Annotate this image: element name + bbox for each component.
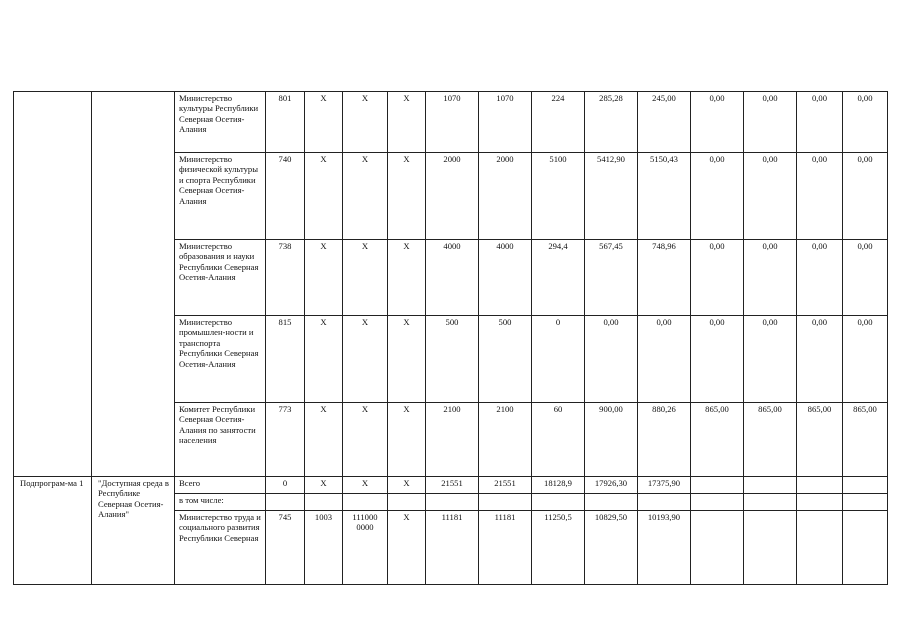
- value-cell: 0,00: [843, 316, 888, 403]
- value-cell: 1070: [479, 92, 532, 153]
- empty-cell: [744, 494, 797, 511]
- value-cell: X: [305, 92, 343, 153]
- value-cell: X: [305, 153, 343, 240]
- value-cell: [691, 511, 744, 585]
- table-row: [14, 477, 888, 494]
- value-cell: 11181: [426, 511, 479, 585]
- value-cell: 2100: [479, 403, 532, 477]
- including-label: в том числе:: [175, 494, 266, 511]
- value-cell: X: [388, 403, 426, 477]
- value-cell: 0,00: [797, 153, 843, 240]
- value-cell: 224: [532, 92, 585, 153]
- empty-cell: [388, 494, 426, 511]
- org-cell: Министерство труда и социального развития Республики Северная: [175, 511, 266, 585]
- value-cell: X: [388, 240, 426, 316]
- value-cell: 18128,9: [532, 477, 585, 494]
- value-cell: 0: [266, 477, 305, 494]
- org-cell: Министерство культуры Республики Северная Осетия-Алания: [175, 92, 266, 153]
- value-cell: 17375,90: [638, 477, 691, 494]
- empty-cell: [479, 494, 532, 511]
- value-cell: 0,00: [691, 240, 744, 316]
- empty-cell: [532, 494, 585, 511]
- budget-table: [13, 91, 888, 585]
- value-cell: 0,00: [797, 316, 843, 403]
- value-cell: 567,45: [585, 240, 638, 316]
- value-cell: 801: [266, 92, 305, 153]
- value-cell: 748,96: [638, 240, 691, 316]
- table-body: [14, 92, 888, 585]
- value-cell: 0: [532, 316, 585, 403]
- value-cell: 865,00: [797, 403, 843, 477]
- value-cell: 865,00: [843, 403, 888, 477]
- value-cell: 2000: [426, 153, 479, 240]
- value-cell: [744, 477, 797, 494]
- value-cell: [691, 477, 744, 494]
- value-cell: X: [388, 92, 426, 153]
- value-cell: 0,00: [744, 316, 797, 403]
- value-cell: X: [343, 477, 388, 494]
- value-cell: 0,00: [691, 92, 744, 153]
- value-cell: 815: [266, 316, 305, 403]
- value-cell: 865,00: [744, 403, 797, 477]
- subprogram-name: "Доступная среда в Республике Северная Осетия-Алания": [92, 477, 175, 585]
- value-cell: X: [388, 153, 426, 240]
- value-cell: [797, 511, 843, 585]
- total-label: Всего: [175, 477, 266, 494]
- value-cell: 4000: [479, 240, 532, 316]
- value-cell: 738: [266, 240, 305, 316]
- value-cell: 0,00: [843, 240, 888, 316]
- value-cell: X: [305, 477, 343, 494]
- value-cell: 0,00: [744, 92, 797, 153]
- value-cell: 865,00: [691, 403, 744, 477]
- value-cell: X: [388, 477, 426, 494]
- value-cell: 17926,30: [585, 477, 638, 494]
- value-cell: 0,00: [744, 240, 797, 316]
- value-cell: 740: [266, 153, 305, 240]
- value-cell: 0,00: [638, 316, 691, 403]
- empty-cell: [426, 494, 479, 511]
- value-cell: 2000: [479, 153, 532, 240]
- value-cell: 745: [266, 511, 305, 585]
- empty-cell: [585, 494, 638, 511]
- value-cell: X: [388, 511, 426, 585]
- value-cell: 21551: [479, 477, 532, 494]
- value-cell: 0,00: [744, 153, 797, 240]
- value-cell: 773: [266, 403, 305, 477]
- value-cell: X: [343, 403, 388, 477]
- empty-cell: [843, 494, 888, 511]
- value-cell: 0,00: [843, 92, 888, 153]
- value-cell: 0,00: [691, 153, 744, 240]
- value-cell: 294,4: [532, 240, 585, 316]
- value-cell: 10193,90: [638, 511, 691, 585]
- value-cell: X: [343, 316, 388, 403]
- value-cell: X: [343, 153, 388, 240]
- value-cell: 2100: [426, 403, 479, 477]
- empty-cell: [14, 92, 92, 477]
- subprogram-label: Подпрограм-ма 1: [14, 477, 92, 585]
- value-cell: [843, 477, 888, 494]
- value-cell: 0,00: [843, 153, 888, 240]
- value-cell: 10829,50: [585, 511, 638, 585]
- value-cell: [744, 511, 797, 585]
- value-cell: 900,00: [585, 403, 638, 477]
- value-cell: X: [388, 316, 426, 403]
- value-cell: 285,28: [585, 92, 638, 153]
- value-cell: X: [305, 316, 343, 403]
- value-cell: 880,26: [638, 403, 691, 477]
- value-cell: [797, 477, 843, 494]
- value-cell: 1003: [305, 511, 343, 585]
- value-cell: 5100: [532, 153, 585, 240]
- value-cell: 0,00: [585, 316, 638, 403]
- value-cell: 0,00: [797, 92, 843, 153]
- org-cell: Комитет Республики Северная Осетия-Алания по занятости населения: [175, 403, 266, 477]
- value-cell: 5150,43: [638, 153, 691, 240]
- empty-cell: [797, 494, 843, 511]
- value-cell: 5412,90: [585, 153, 638, 240]
- value-cell: 21551: [426, 477, 479, 494]
- value-cell: 11250,5: [532, 511, 585, 585]
- value-cell: 500: [426, 316, 479, 403]
- org-cell: Министерство образования и науки Республики Северная Осетия-Алания: [175, 240, 266, 316]
- value-cell: 245,00: [638, 92, 691, 153]
- table-row: [14, 92, 888, 153]
- empty-cell: [92, 92, 175, 477]
- value-cell: 60: [532, 403, 585, 477]
- empty-cell: [343, 494, 388, 511]
- value-cell: X: [305, 403, 343, 477]
- value-cell: 111000 0000: [343, 511, 388, 585]
- value-cell: 500: [479, 316, 532, 403]
- value-cell: 4000: [426, 240, 479, 316]
- empty-cell: [305, 494, 343, 511]
- value-cell: 0,00: [691, 316, 744, 403]
- value-cell: X: [343, 92, 388, 153]
- value-cell: 0,00: [797, 240, 843, 316]
- empty-cell: [691, 494, 744, 511]
- value-cell: [843, 511, 888, 585]
- value-cell: X: [305, 240, 343, 316]
- value-cell: X: [343, 240, 388, 316]
- empty-cell: [266, 494, 305, 511]
- value-cell: 11181: [479, 511, 532, 585]
- org-cell: Министерство промышлен-ности и транспорта Республики Северная Осетия-Алания: [175, 316, 266, 403]
- org-cell: Министерство физической культуры и спорта Республики Северная Осетия-Алания: [175, 153, 266, 240]
- empty-cell: [638, 494, 691, 511]
- value-cell: 1070: [426, 92, 479, 153]
